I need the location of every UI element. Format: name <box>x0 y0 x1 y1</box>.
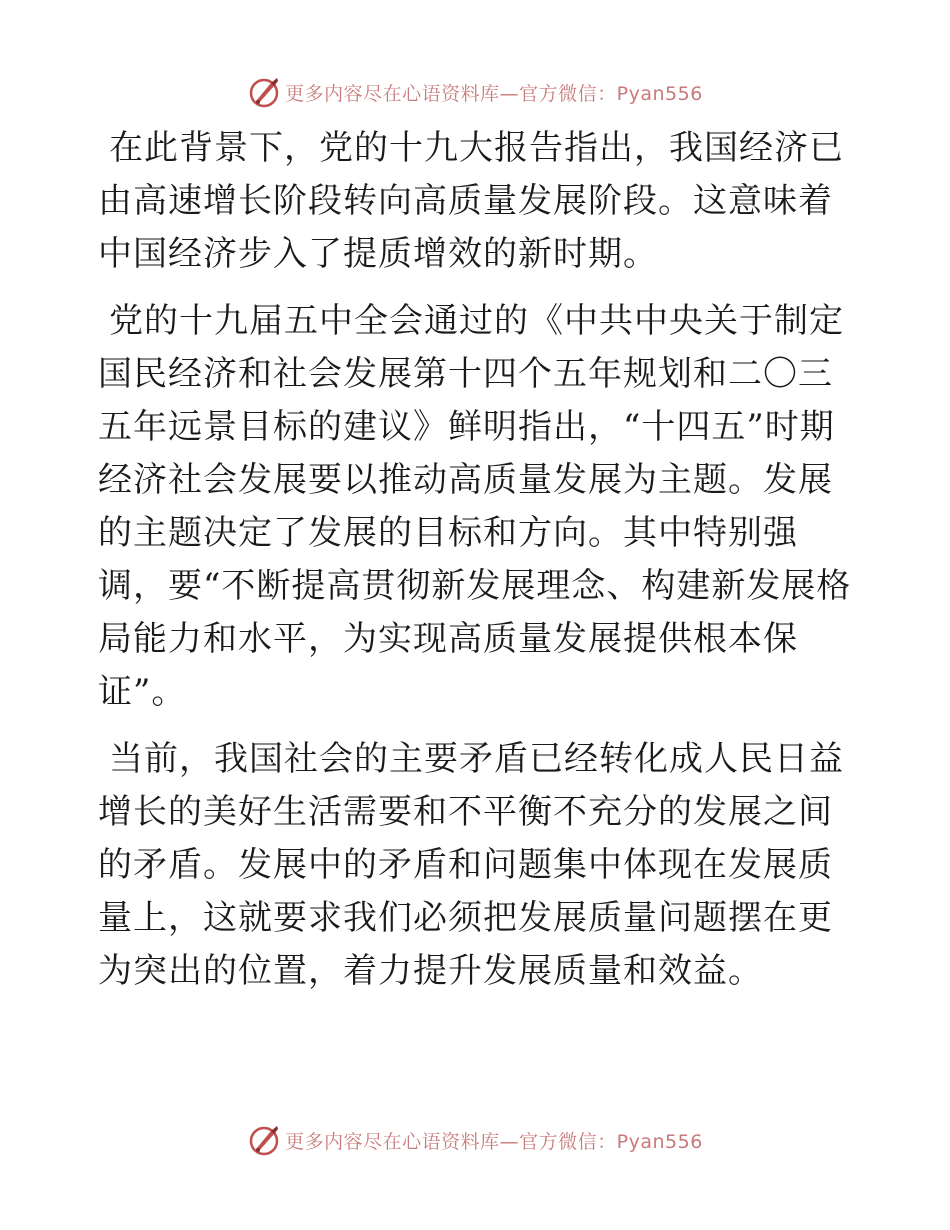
banner-text: 更多内容尽在心语资料库—官方微信：Pyan556 <box>285 82 703 105</box>
quill-pen-logo-icon <box>247 1123 281 1157</box>
banner-text: 更多内容尽在心语资料库—官方微信：Pyan556 <box>285 1130 703 1153</box>
quill-pen-logo-icon <box>247 75 281 109</box>
paragraph-2: 党的十九届五中全会通过的《中共中央关于制定国民经济和社会发展第十四个五年规划和二〇三五年远景目标的建议》鲜明指出，“十四五”时期经济社会发展要以推动高质量发展为主题。发展的主题决定了发展的目标和方向。其中特别强调，要“不断提高贯彻新发展理念、构建新发展格局能力和水平，为实现高质量发展提供根本保证”。 <box>98 301 852 712</box>
paragraph-3: 当前，我国社会的主要矛盾已经转化成人民日益增长的美好生活需要和不平衡不充分的发展之间的矛盾。发展中的矛盾和问题集中体现在发展质量上，这就要求我们必须把发展质量问题摆在更为突出的位置，着力提升发展质量和效益。 <box>98 739 844 991</box>
paragraph-1: 在此背景下，党的十九大报告指出，我国经济已由高速增长阶段转向高质量发展阶段。这意味着中国经济步入了提质增效的新时期。 <box>98 128 844 274</box>
footer-watermark-banner <box>0 1120 950 1160</box>
header-watermark-banner <box>0 72 950 112</box>
document-body <box>98 122 858 1012</box>
